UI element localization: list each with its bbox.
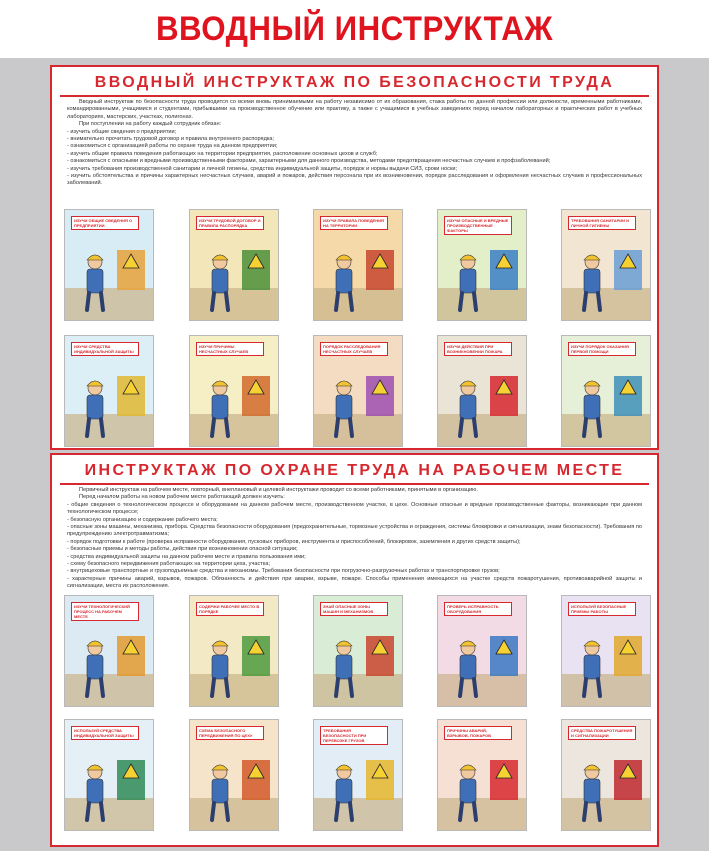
section-workplace-briefing bbox=[50, 453, 659, 847]
list-item: - изучить общие сведения о предприятии; bbox=[67, 128, 177, 135]
illustration-card bbox=[189, 595, 279, 707]
list-item: - изучить обстоятельства и причины характерных несчастных случаев, аварий и пожаров, действия персонала при их возникновении, порядок расследования и оформления несчастных случаев и профессиональных заболеваний. bbox=[67, 173, 642, 187]
list-item: - опасные зоны машины, механизма, прибора. Средства безопасности оборудования (предохранительные, тормозные устройства и ограждения, системы блокировки и сигнализации, знаки безопасности). Требования по предупреждению электротравматизма; bbox=[67, 524, 642, 538]
list-item: - порядок подготовки к работе (проверка исправности оборудования, пусковых приборов, инструмента и приспособлений, блокировок, заземления и других средств защиты); bbox=[67, 538, 521, 545]
illustration-caption: ИСПОЛЬЗУЙ БЕЗОПАСНЫЕ ПРИЕМЫ РАБОТЫ bbox=[568, 602, 636, 616]
illustration-caption: ПОРЯДОК РАССЛЕДОВАНИЯ НЕСЧАСТНЫХ СЛУЧАЕВ bbox=[320, 342, 388, 356]
illustration-caption: СРЕДСТВА ПОЖАРОТУШЕНИЯ И СИГНАЛИЗАЦИИ bbox=[568, 726, 636, 740]
section-introductory-briefing bbox=[50, 65, 659, 450]
list-item: - ознакомиться с опасными и вредными производственными факторами, характерными для данного производства, методами предотвращения несчастных случаев и профзаболеваний; bbox=[67, 158, 551, 165]
illustration-card bbox=[437, 335, 527, 447]
list-item: - внутрицеховые транспортные и грузоподъемные средства и механизмы. Требования безопасности при погрузочно-разгрузочных работах и транспортировке грузов; bbox=[67, 568, 500, 575]
list-item: - общие сведения о технологическом процессе и оборудовании на данном рабочем месте, производственном участке, в цехе. Основные опасные и вредные производственные факторы, возникающие при данном технологическом процессе; bbox=[67, 501, 642, 516]
illustration-card bbox=[64, 335, 154, 447]
illustration-card bbox=[313, 335, 403, 447]
list-item: - средства индивидуальной защиты на данном рабочем месте и правила пользования ими; bbox=[67, 553, 306, 560]
illustration-card bbox=[64, 209, 154, 321]
illustration-card bbox=[437, 595, 527, 707]
list-item: - внимательно прочитать трудовой договор и правила внутреннего распорядка; bbox=[67, 136, 275, 143]
paragraph: Вводный инструктаж по безопасности труда проводится со всеми вновь принимаемыми на работу независимо от их образования, стажа работы по данной профессии или должности, временными работниками, командированными, учащимися и студентами, прибывшими на производственное обучение или практику, а также с учащимися в учебных заведениях перед началом лабораторных и практических работ в учебных лабораториях, мастерских, участках, полигонах. bbox=[67, 99, 642, 120]
illustration-card bbox=[561, 209, 651, 321]
list-item: - безопасные приемы и методы работы, действия при возникновении опасной ситуации; bbox=[67, 546, 298, 553]
list-item: - изучить требования производственной санитарии и личной гигиены, средства индивидуальной защиты, порядок и нормы выдачи СИЗ, сроки носки; bbox=[67, 165, 458, 172]
illustration-caption: ИЗУЧИ ДЕЙСТВИЯ ПРИ ВОЗНИКНОВЕНИИ ПОЖАРА bbox=[444, 342, 512, 356]
section-title: ИНСТРУКТАЖ ПО ОХРАНЕ ТРУДА НА РАБОЧЕМ МЕСТЕ bbox=[60, 461, 649, 485]
illustration-card bbox=[189, 719, 279, 831]
illustration-card bbox=[437, 209, 527, 321]
illustration-card bbox=[561, 719, 651, 831]
illustration-card bbox=[189, 335, 279, 447]
list-item: - изучить общие правила поведения работающих на территории предприятия, расположение основных цехов и служб; bbox=[67, 150, 378, 157]
illustration-caption: ИЗУЧИ ТРУДОВОЙ ДОГОВОР И ПРАВИЛА РАСПОРЯДКА bbox=[196, 216, 264, 230]
illustration-card bbox=[561, 335, 651, 447]
illustration-caption: ИЗУЧИ ОБЩИЕ СВЕДЕНИЯ О ПРЕДПРИЯТИИ bbox=[71, 216, 139, 230]
illustration-caption: ИЗУЧИ ТЕХНОЛОГИЧЕСКИЙ ПРОЦЕСС НА РАБОЧЕМ МЕСТЕ bbox=[71, 602, 139, 621]
poster-title: ВВОДНЫЙ ИНСТРУКТАЖ bbox=[155, 10, 554, 48]
illustration-caption: ИЗУЧИ СРЕДСТВА ИНДИВИДУАЛЬНОЙ ЗАЩИТЫ bbox=[71, 342, 139, 356]
illustration-caption: ИЗУЧИ ПОРЯДОК ОКАЗАНИЯ ПЕРВОЙ ПОМОЩИ bbox=[568, 342, 636, 356]
list-item: - безопасную организацию и содержание рабочего места; bbox=[67, 516, 218, 523]
illustration-card bbox=[437, 719, 527, 831]
illustration-card bbox=[313, 719, 403, 831]
section-text bbox=[67, 99, 642, 188]
illustration-caption: СХЕМА БЕЗОПАСНОГО ПЕРЕДВИЖЕНИЯ ПО ЦЕХУ bbox=[196, 726, 264, 740]
illustration-caption: ИЗУЧИ ПРИЧИНЫ НЕСЧАСТНЫХ СЛУЧАЕВ bbox=[196, 342, 264, 356]
illustration-card bbox=[313, 595, 403, 707]
paragraph: Перед началом работы на новом рабочем месте работающий должен изучить: bbox=[79, 494, 285, 501]
illustration-card bbox=[64, 595, 154, 707]
illustration-caption: ПРИЧИНЫ АВАРИЙ, ВЗРЫВОВ, ПОЖАРОВ bbox=[444, 726, 512, 740]
paragraph: При поступлении на работу каждый сотрудник обязан: bbox=[79, 121, 222, 128]
illustration-caption: ТРЕБОВАНИЯ БЕЗОПАСНОСТИ ПРИ ПЕРЕВОЗКЕ ГРУЗОВ bbox=[320, 726, 388, 745]
illustration-caption: СОДЕРЖИ РАБОЧЕЕ МЕСТО В ПОРЯДКЕ bbox=[196, 602, 264, 616]
illustration-caption: ПРОВЕРЬ ИСПРАВНОСТЬ ОБОРУДОВАНИЯ bbox=[444, 602, 512, 616]
illustration-caption: ИЗУЧИ ОПАСНЫЕ И ВРЕДНЫЕ ПРОИЗВОДСТВЕННЫЕ ФАКТОРЫ bbox=[444, 216, 512, 235]
illustration-caption: ИЗУЧИ ПРАВИЛА ПОВЕДЕНИЯ НА ТЕРРИТОРИИ bbox=[320, 216, 388, 230]
illustration-card bbox=[189, 209, 279, 321]
paragraph: Первичный инструктаж на рабочем месте, повторный, внеплановый и целевой инструктажи проводит со всеми работниками, принятыми в организацию. bbox=[79, 487, 478, 493]
list-item: - ознакомиться с организацией работы по охране труда на данном предприятии; bbox=[67, 143, 278, 150]
list-item: - схему безопасного передвижения работающих на территории цеха, участка; bbox=[67, 561, 271, 568]
illustration-card bbox=[313, 209, 403, 321]
illustration-card bbox=[561, 595, 651, 707]
illustration-card bbox=[64, 719, 154, 831]
illustration-caption: ИСПОЛЬЗУЙ СРЕДСТВА ИНДИВИДУАЛЬНОЙ ЗАЩИТЫ bbox=[71, 726, 139, 740]
section-title: ВВОДНЫЙ ИНСТРУКТАЖ ПО БЕЗОПАСНОСТИ ТРУДА bbox=[60, 73, 649, 97]
illustration-caption: ЗНАЙ ОПАСНЫЕ ЗОНЫ МАШИН И МЕХАНИЗМОВ bbox=[320, 602, 388, 616]
poster-header bbox=[0, 0, 709, 58]
section-text bbox=[67, 487, 642, 591]
illustration-caption: ТРЕБОВАНИЯ САНИТАРИИ И ЛИЧНОЙ ГИГИЕНЫ bbox=[568, 216, 636, 230]
list-item: - характерные причины аварий, взрывов, пожаров. Обязанность и действия при аварии, взрыве, пожаре. Способы применения имеющихся на участке средств пожаротушения, противоаварийной защиты и сигнализации, места их расположения. bbox=[67, 575, 642, 590]
